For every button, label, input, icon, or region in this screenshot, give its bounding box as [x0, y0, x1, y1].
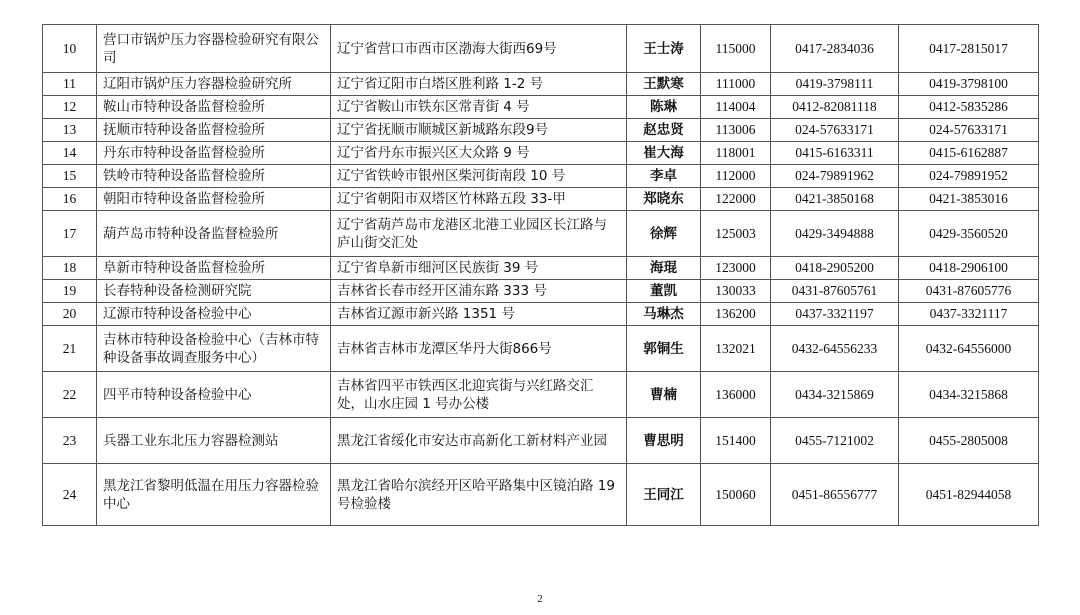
row-number: 14 — [43, 142, 97, 165]
table-row — [43, 418, 1039, 464]
contact-person: 李卓 — [627, 165, 701, 188]
contact-person: 陈琳 — [627, 96, 701, 119]
phone-number: 0415-6163311 — [771, 142, 899, 165]
row-number: 13 — [43, 119, 97, 142]
fax-number: 0421-3853016 — [899, 188, 1039, 211]
row-number: 17 — [43, 211, 97, 257]
row-number: 18 — [43, 257, 97, 280]
agency-address: 辽宁省辽阳市白塔区胜利路 1-2 号 — [331, 73, 627, 96]
phone-number: 0451-86556777 — [771, 464, 899, 526]
postal-code: 136200 — [701, 303, 771, 326]
agency-name: 鞍山市特种设备监督检验所 — [97, 96, 331, 119]
agency-name: 丹东市特种设备监督检验所 — [97, 142, 331, 165]
row-number: 16 — [43, 188, 97, 211]
fax-number: 0437-3321117 — [899, 303, 1039, 326]
agency-name: 营口市锅炉压力容器检验研究有限公司 — [97, 25, 331, 73]
contact-person: 曹楠 — [627, 372, 701, 418]
agency-address: 辽宁省丹东市振兴区大众路 9 号 — [331, 142, 627, 165]
fax-number: 0432-64556000 — [899, 326, 1039, 372]
contact-person: 赵忠贤 — [627, 119, 701, 142]
table-row — [43, 257, 1039, 280]
agency-name: 铁岭市特种设备监督检验所 — [97, 165, 331, 188]
postal-code: 136000 — [701, 372, 771, 418]
table-row — [43, 73, 1039, 96]
contact-person: 徐辉 — [627, 211, 701, 257]
agency-address: 辽宁省抚顺市顺城区新城路东段9号 — [331, 119, 627, 142]
fax-number: 0418-2906100 — [899, 257, 1039, 280]
phone-number: 0455-7121002 — [771, 418, 899, 464]
phone-number: 0418-2905200 — [771, 257, 899, 280]
contact-person: 海琨 — [627, 257, 701, 280]
row-number: 21 — [43, 326, 97, 372]
fax-number: 0451-82944058 — [899, 464, 1039, 526]
inspection-agency-table — [42, 24, 1039, 526]
agency-address: 辽宁省朝阳市双塔区竹林路五段 33-甲 — [331, 188, 627, 211]
table-row — [43, 96, 1039, 119]
phone-number: 0419-3798111 — [771, 73, 899, 96]
contact-person: 曹思明 — [627, 418, 701, 464]
row-number: 11 — [43, 73, 97, 96]
agency-name: 抚顺市特种设备监督检验所 — [97, 119, 331, 142]
table-row — [43, 280, 1039, 303]
table-row — [43, 372, 1039, 418]
fax-number: 0434-3215868 — [899, 372, 1039, 418]
agency-name: 吉林市特种设备检验中心（吉林市特种设备事故调查服务中心） — [97, 326, 331, 372]
postal-code: 151400 — [701, 418, 771, 464]
contact-person: 王默寒 — [627, 73, 701, 96]
postal-code: 130033 — [701, 280, 771, 303]
row-number: 12 — [43, 96, 97, 119]
table-row — [43, 25, 1039, 73]
phone-number: 024-57633171 — [771, 119, 899, 142]
postal-code: 112000 — [701, 165, 771, 188]
table-row — [43, 165, 1039, 188]
agency-name: 辽阳市锅炉压力容器检验研究所 — [97, 73, 331, 96]
phone-number: 0434-3215869 — [771, 372, 899, 418]
fax-number: 0429-3560520 — [899, 211, 1039, 257]
agency-name: 辽源市特种设备检验中心 — [97, 303, 331, 326]
agency-address: 吉林省吉林市龙潭区华丹大街866号 — [331, 326, 627, 372]
postal-code: 115000 — [701, 25, 771, 73]
phone-number: 0417-2834036 — [771, 25, 899, 73]
postal-code: 114004 — [701, 96, 771, 119]
row-number: 10 — [43, 25, 97, 73]
contact-person: 王同江 — [627, 464, 701, 526]
row-number: 22 — [43, 372, 97, 418]
fax-number: 0415-6162887 — [899, 142, 1039, 165]
agency-name: 朝阳市特种设备监督检验所 — [97, 188, 331, 211]
postal-code: 111000 — [701, 73, 771, 96]
row-number: 20 — [43, 303, 97, 326]
fax-number: 024-79891952 — [899, 165, 1039, 188]
contact-person: 郭铜生 — [627, 326, 701, 372]
agency-address: 吉林省四平市铁西区北迎宾街与兴红路交汇处，山水庄园 1 号办公楼 — [331, 372, 627, 418]
table-row — [43, 188, 1039, 211]
agency-name: 长春特种设备检测研究院 — [97, 280, 331, 303]
fax-number: 0419-3798100 — [899, 73, 1039, 96]
agency-address: 吉林省辽源市新兴路 1351 号 — [331, 303, 627, 326]
contact-person: 郑晓东 — [627, 188, 701, 211]
agency-address: 黑龙江省绥化市安达市高新化工新材料产业园 — [331, 418, 627, 464]
phone-number: 0431-87605761 — [771, 280, 899, 303]
postal-code: 132021 — [701, 326, 771, 372]
agency-address: 黑龙江省哈尔滨经开区哈平路集中区镜泊路 19 号检验楼 — [331, 464, 627, 526]
phone-number: 0412-82081118 — [771, 96, 899, 119]
postal-code: 122000 — [701, 188, 771, 211]
postal-code: 113006 — [701, 119, 771, 142]
table-row — [43, 303, 1039, 326]
postal-code: 118001 — [701, 142, 771, 165]
table-row — [43, 119, 1039, 142]
fax-number: 024-57633171 — [899, 119, 1039, 142]
phone-number: 0421-3850168 — [771, 188, 899, 211]
row-number: 15 — [43, 165, 97, 188]
phone-number: 0437-3321197 — [771, 303, 899, 326]
row-number: 19 — [43, 280, 97, 303]
agency-address: 吉林省长春市经开区浦东路 333 号 — [331, 280, 627, 303]
row-number: 23 — [43, 418, 97, 464]
table-row — [43, 142, 1039, 165]
agency-name: 葫芦岛市特种设备监督检验所 — [97, 211, 331, 257]
agency-address: 辽宁省鞍山市铁东区常青街 4 号 — [331, 96, 627, 119]
contact-person: 马琳杰 — [627, 303, 701, 326]
contact-person: 王士涛 — [627, 25, 701, 73]
page-number: 2 — [537, 593, 543, 605]
phone-number: 0432-64556233 — [771, 326, 899, 372]
agency-address: 辽宁省铁岭市银州区柴河街南段 10 号 — [331, 165, 627, 188]
contact-person: 董凯 — [627, 280, 701, 303]
agency-name: 阜新市特种设备监督检验所 — [97, 257, 331, 280]
agency-address: 辽宁省营口市西市区渤海大街西69号 — [331, 25, 627, 73]
agency-name: 黑龙江省黎明低温在用压力容器检验中心 — [97, 464, 331, 526]
fax-number: 0412-5835286 — [899, 96, 1039, 119]
contact-person: 崔大海 — [627, 142, 701, 165]
fax-number: 0455-2805008 — [899, 418, 1039, 464]
phone-number: 0429-3494888 — [771, 211, 899, 257]
postal-code: 125003 — [701, 211, 771, 257]
agency-name: 四平市特种设备检验中心 — [97, 372, 331, 418]
fax-number: 0431-87605776 — [899, 280, 1039, 303]
agency-name: 兵器工业东北压力容器检测站 — [97, 418, 331, 464]
fax-number: 0417-2815017 — [899, 25, 1039, 73]
table-row — [43, 211, 1039, 257]
agency-address: 辽宁省葫芦岛市龙港区北港工业园区长江路与庐山街交汇处 — [331, 211, 627, 257]
row-number: 24 — [43, 464, 97, 526]
agency-address: 辽宁省阜新市细河区民族街 39 号 — [331, 257, 627, 280]
table-row — [43, 464, 1039, 526]
postal-code: 123000 — [701, 257, 771, 280]
postal-code: 150060 — [701, 464, 771, 526]
table-row — [43, 326, 1039, 372]
phone-number: 024-79891962 — [771, 165, 899, 188]
table-body — [43, 25, 1039, 526]
